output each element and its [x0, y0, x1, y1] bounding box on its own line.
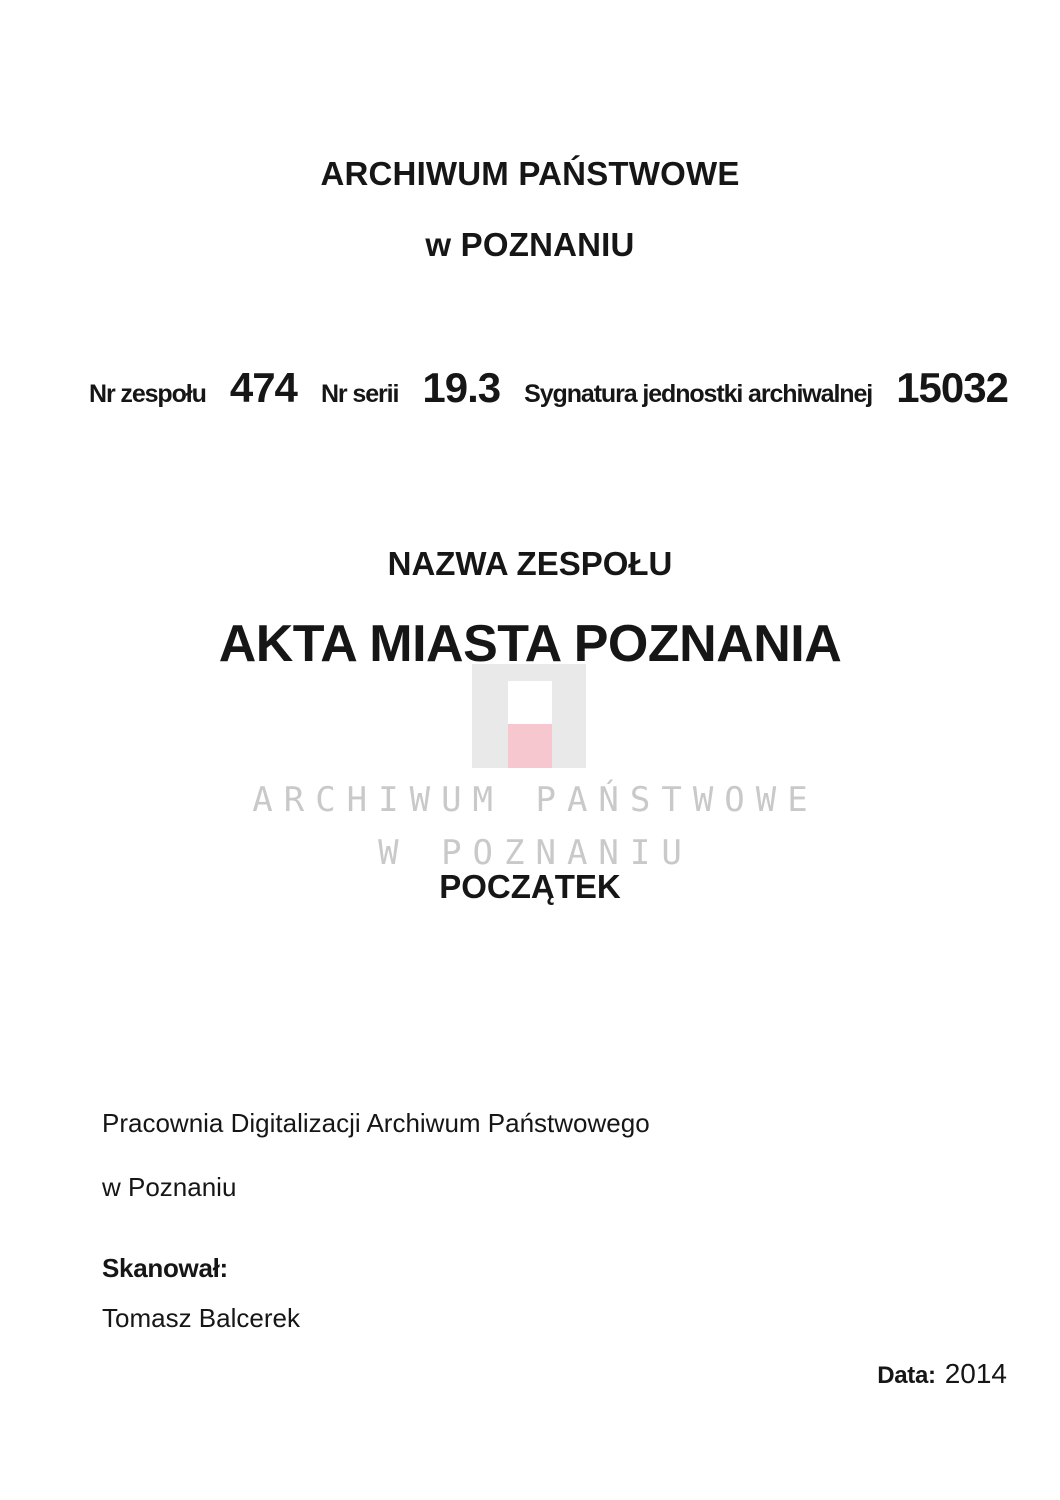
fonds-number-label: Nr zespołu	[89, 380, 206, 408]
scanned-by-name: Tomasz Balcerek	[102, 1303, 300, 1333]
emblem-red-stripe	[508, 724, 552, 768]
section-marker: POCZĄTEK	[439, 868, 621, 905]
emblem-white-stripe	[508, 681, 552, 724]
date-label: Data:	[877, 1362, 936, 1389]
institution-name-line1: ARCHIWUM PAŃSTWOWE	[320, 155, 740, 192]
archival-unit-signature-label: Sygnatura jednostki archiwalnej	[524, 380, 873, 408]
fonds-number-value: 474	[229, 364, 297, 411]
scanned-by-label: Skanował:	[102, 1253, 228, 1283]
archival-unit-signature-value: 15032	[896, 364, 1008, 411]
digitization-lab-line2: w Poznaniu	[102, 1172, 237, 1202]
institution-name-line2: w POZNANIU	[425, 226, 635, 263]
digitization-lab-line1: Pracownia Digitalizacji Archiwum Państwowego	[102, 1108, 650, 1138]
collection-heading: NAZWA ZESPOŁU	[387, 545, 673, 582]
watermark-text-line2: W POZNANIU	[378, 833, 693, 873]
date-value: 2014	[944, 1358, 1007, 1389]
catalog-numbers-row	[89, 364, 1008, 412]
series-number-label: Nr serii	[320, 380, 399, 408]
series-number-value: 19.3	[422, 364, 501, 411]
poland-flag-emblem-icon	[472, 664, 586, 768]
scan-date-row	[877, 1358, 1007, 1390]
watermark-text-line1: ARCHIWUM PAŃSTWOWE	[252, 780, 819, 820]
collection-name: AKTA MIASTA POZNANIA	[218, 615, 842, 673]
